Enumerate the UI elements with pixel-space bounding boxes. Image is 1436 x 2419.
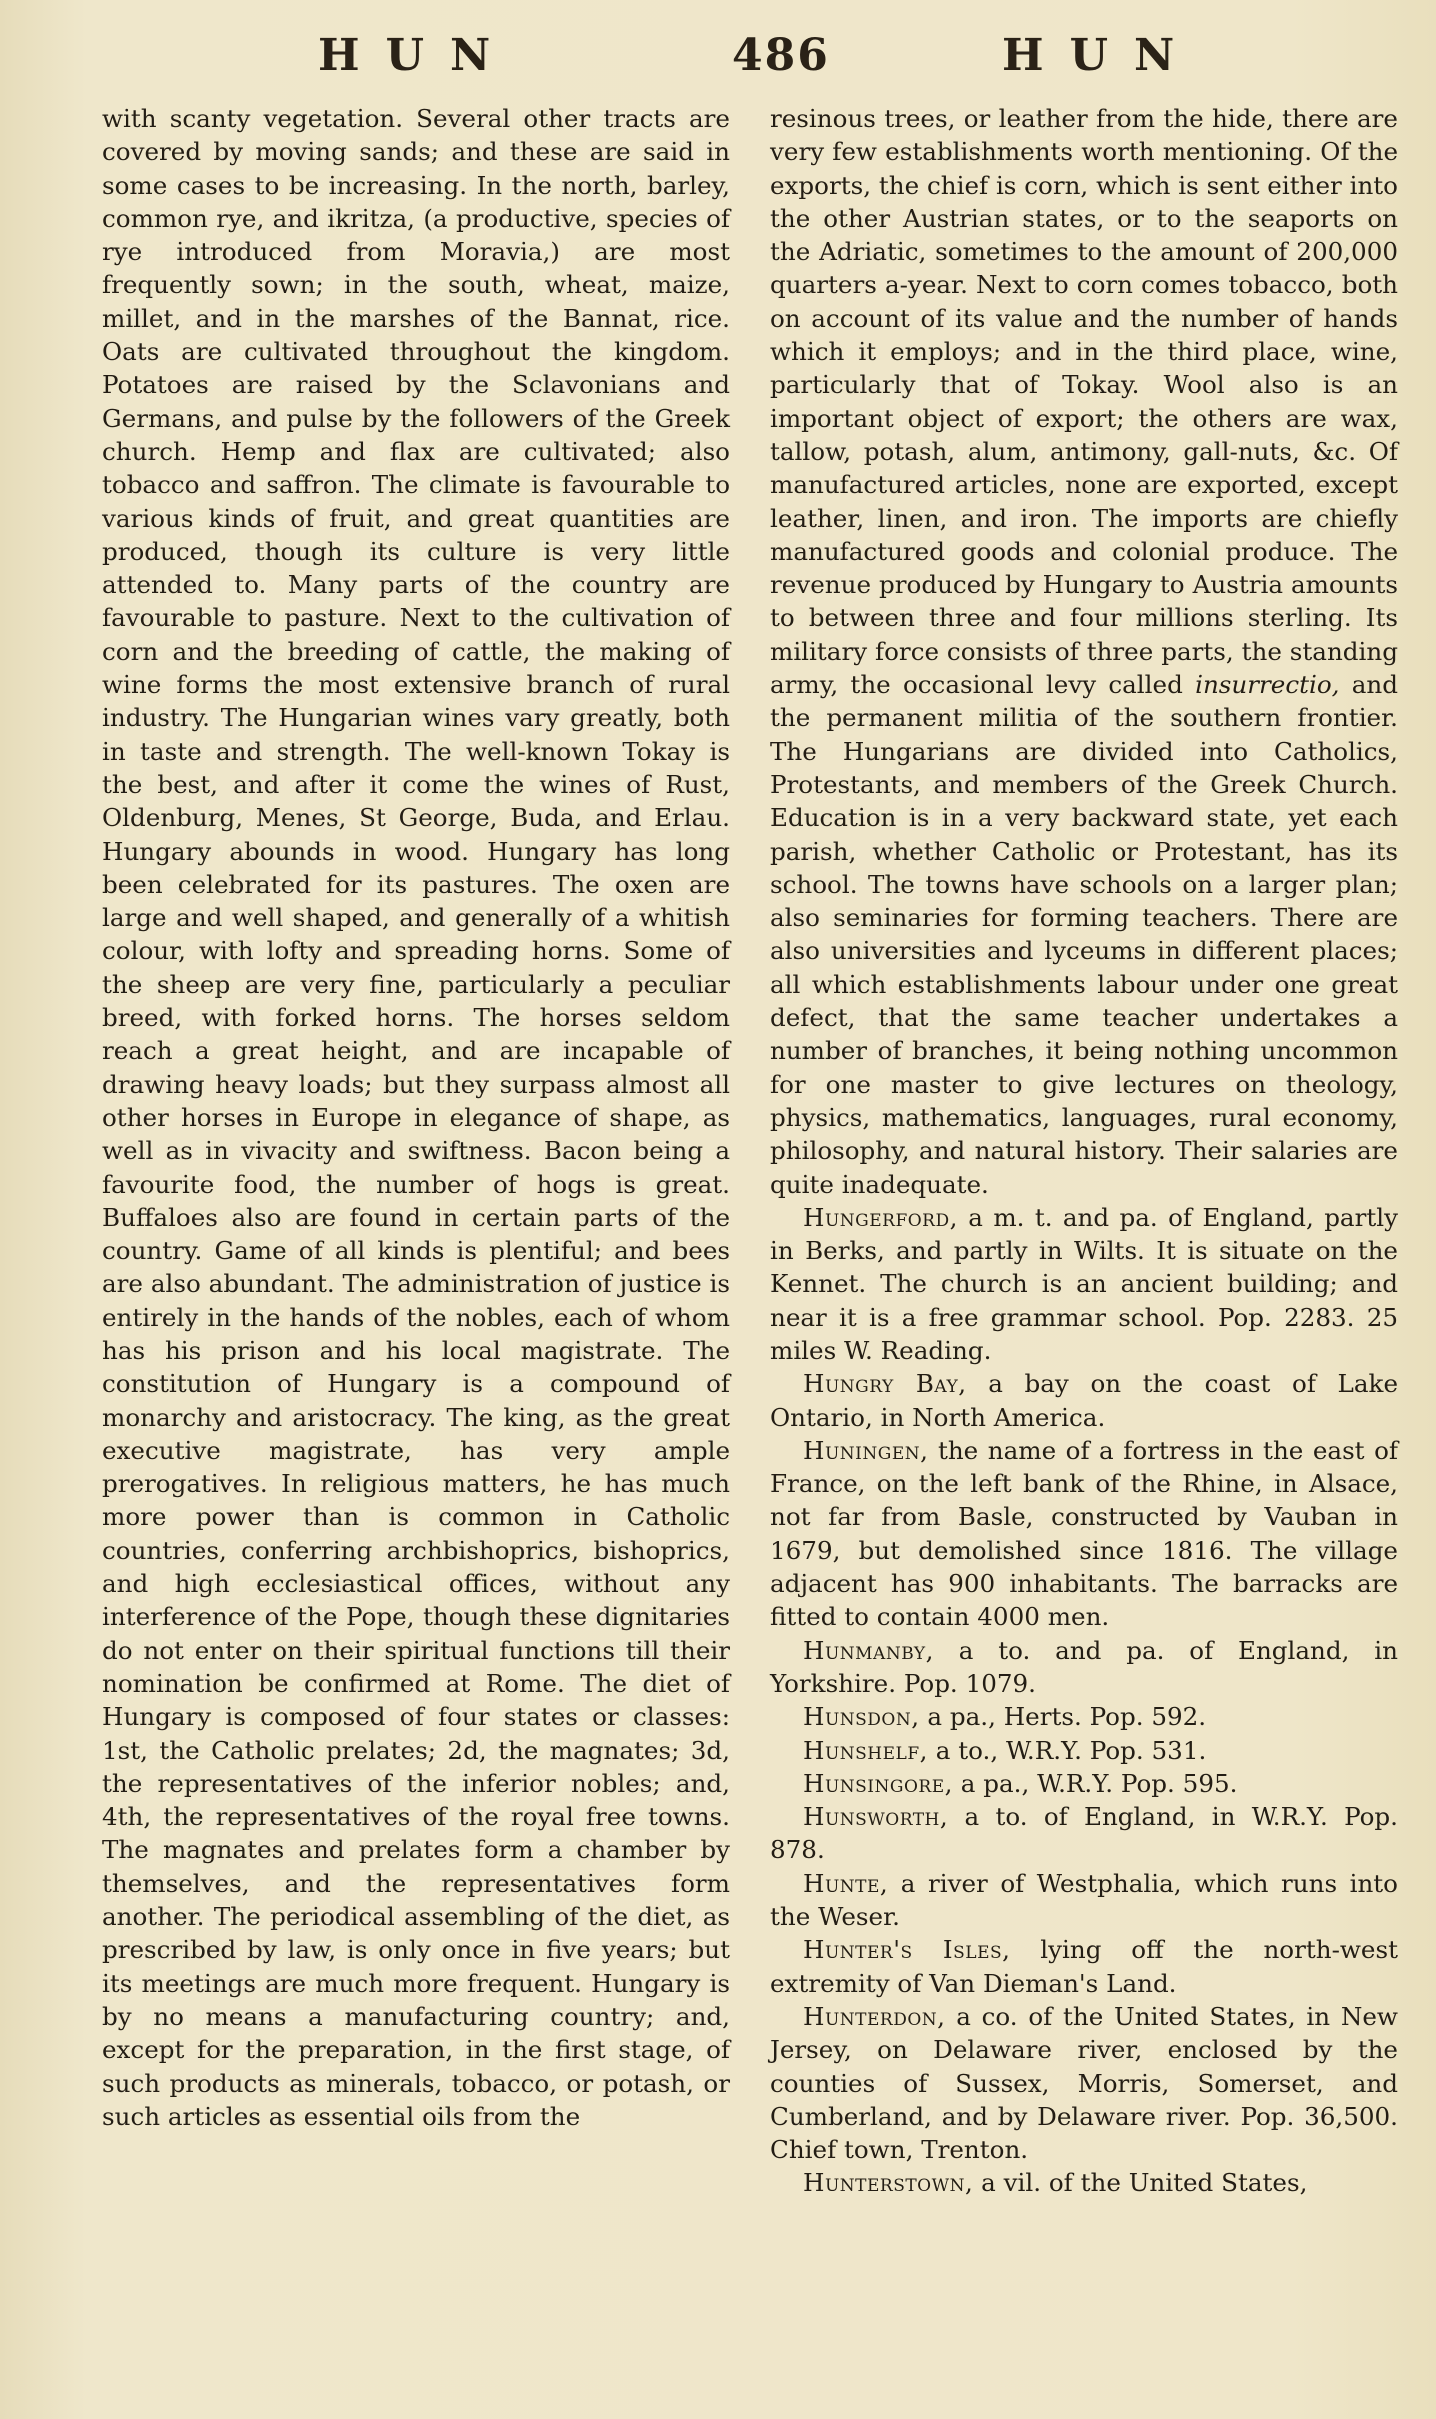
entry-body: a pa., Herts. Pop. 592. <box>927 1702 1207 1732</box>
entry-body: a m. t. and pa. of England, partly in Berks, and partly in Wilts. It is situate on the Kennet. The church is an ancient building; and near it is a free grammar school. Pop. 2283. 25 miles W. Reading. <box>770 1202 1398 1365</box>
entry-body: lying off the north-west extremity of Van Dieman's Land. <box>770 1935 1398 1998</box>
entry-headword: Hunmanby, <box>803 1635 934 1665</box>
gazetteer-entry <box>770 2166 1398 2199</box>
left-column <box>102 102 730 2133</box>
gazetteer-entry <box>770 1201 1398 1367</box>
entry-body: the name of a fortress in the east of France, on the left bank of the Rhine, in Alsace, not far from Basle, constructed by Vauban in 1679, but demolished since 1816. The village adjacent has 900 inhabitants. The barracks are fitted to contain 4000 men. <box>770 1435 1398 1632</box>
entry-body: a to. of England, in W.R.Y. Pop. 878. <box>770 1802 1398 1865</box>
continuation-text-rest: and the permanent militia of the southern frontier. The Hungarians are divided into Catholics, Protestants, and members of the Greek Church. Education is in a very backward state, yet each parish, whether Catholic or Protestant, has its school. The towns have schools on a larger plan; also seminaries for forming teachers. There are also universities and lyceums in different places; all which establishments labour under one great defect, that the same teacher undertakes a number of branches, it being nothing uncommon for one master to give lectures on theology, physics, mathematics, languages, rural economy, philosophy, and natural history. Their salaries are quite inadequate. <box>770 670 1398 1199</box>
entry-headword: Hunsworth, <box>803 1802 949 1832</box>
entry-body: a pa., W.R.Y. Pop. 595. <box>960 1768 1238 1798</box>
gazetteer-entry <box>770 1700 1398 1733</box>
entry-body: a co. of the United States, in New Jersey, on Delaware river, enclosed by the counties of Sussex, Morris, Somerset, and Cumberland, and by Delaware river. Pop. 36,500. Chief town, Trenton. <box>770 2001 1398 2165</box>
gazetteer-entry <box>770 1867 1398 1934</box>
continuation-italic-term: insurrectio, <box>1195 670 1340 700</box>
entry-headword: Hungerford, <box>803 1202 958 1232</box>
left-column-text: with scanty vegetation. Several other tracts are covered by moving sands; and these are said in some cases to be increasing. In the north, barley, common rye, and ikritza, (a productive, species of rye introduced from Moravia,) are most frequently sown; in the south, wheat, maize, millet, and in the marshes of the Bannat, rice. Oats are cultivated throughout the kingdom. Potatoes are raised by the Sclavonians and Germans, and pulse by the followers of the Greek church. Hemp and flax are cultivated; also tobacco and saffron. The climate is favourable to various kinds of fruit, and great quantities are produced, though its culture is very little attended to. Many parts of the country are favourable to pasture. Next to the cultivation of corn and the breeding of cattle, the making of wine forms the most extensive branch of rural industry. The Hungarian wines vary greatly, both in taste and strength. The well-known Tokay is the best, and after it come the wines of Rust, Oldenburg, Menes, St George, Buda, and Erlau. Hungary abounds in wood. Hungary has long been celebrated for its pastures. The oxen are large and well shaped, and generally of a whitish colour, with lofty and spreading horns. Some of the sheep are very fine, particularly a peculiar breed, with forked horns. The horses seldom reach a great height, and are incapable of drawing heavy loads; but they surpass almost all other horses in Europe in elegance of shape, as well as in vivacity and swiftness. Bacon being a favourite food, the number of hogs is great. Buffaloes also are found in certain parts of the country. Game of all kinds is plentiful; and bees are also abundant. The administration of justice is entirely in the hands of the nobles, each of whom has his prison and his local magistrate. The constitution of Hungary is a compound of monarchy and aristocracy. The king, as the great executive magistrate, has very ample prerogatives. In religious matters, he has much more power than is common in Catholic countries, conferring archbishoprics, bishoprics, and high ecclesiastical offices, without any interference of the Pope, though these dignitaries do not enter on their spiritual functions till their nomination be confirmed at Rome. The diet of Hungary is composed of four states or classes: 1st, the Catholic prelates; 2d, the magnates; 3d, the representatives of the inferior nobles; and, 4th, the representatives of the royal free towns. The magnates and prelates form a chamber by themselves, and the representatives form another. The periodical assembling of the diet, as prescribed by law, is only once in five years; but its meetings are much more frequent. Hungary is by no means a manufacturing country; and, except for the preparation, in the first stage, of such products as minerals, tobacco, or potash, or such articles as essential oils from the <box>102 104 730 2131</box>
gazetteer-entry <box>770 1434 1398 1634</box>
entry-body: a to., W.R.Y. Pop. 531. <box>935 1735 1207 1765</box>
gazetteer-entry <box>770 1367 1398 1434</box>
entry-headword: Hunshelf, <box>803 1735 928 1765</box>
gazetteer-entry <box>770 1800 1398 1867</box>
gazetteer-entry <box>770 2000 1398 2166</box>
entry-body: a bay on the coast of Lake Ontario, in North America. <box>770 1369 1399 1432</box>
hungary-continuation <box>770 102 1398 1201</box>
entry-body: a river of Westphalia, which runs into the Weser. <box>770 1868 1398 1932</box>
entry-headword: Hunterdon, <box>803 2001 946 2031</box>
right-column <box>770 102 1398 2200</box>
entry-headword: Hunte, <box>803 1868 889 1898</box>
gazetteer-entry <box>770 1734 1398 1767</box>
gazetteer-entry <box>770 1634 1398 1701</box>
header-right-word: HUN <box>1002 30 1201 81</box>
entry-headword: Huningen, <box>803 1435 929 1465</box>
entry-headword: Hunsdon, <box>803 1702 920 1732</box>
entry-headword: Hunsingore, <box>803 1768 953 1798</box>
continuation-text: resinous trees, or leather from the hide, there are very few establishments worth mentioning. Of the exports, the chief is corn, which is sent either into the other Austrian states, or to the seaports on the Adriatic, sometimes to the amount of 200,000 quarters a-year. Next to corn comes tobacco, both on account of its value and the number of hands which it employs; and in the third place, wine, particularly that of Tokay. Wool also is an important object of export; the others are wax, tallow, potash, alum, antimony, gall-nuts, &c. Of manufactured articles, none are exported, except leather, linen, and iron. The imports are chiefly manufactured goods and colonial produce. The revenue produced by Hungary to Austria amounts to between three and four millions sterling. Its military force consists of three parts, the standing army, the occasional levy called <box>770 104 1398 700</box>
header-left-word: HUN <box>318 30 517 81</box>
page-number: 486 <box>732 30 830 81</box>
entry-headword: Hunter's Isles, <box>803 1935 1011 1965</box>
running-header <box>0 30 1436 94</box>
entry-body: a vil. of the United States, <box>981 2168 1308 2198</box>
entry-headword: Hungry Bay, <box>803 1369 967 1399</box>
entry-body: a to. and pa. of England, in Yorkshire. Pop. 1079. <box>770 1635 1398 1698</box>
entry-headword: Hunterstown, <box>803 2168 974 2198</box>
gazetteer-entry <box>770 1933 1398 2000</box>
gazetteer-entry <box>770 1767 1398 1800</box>
